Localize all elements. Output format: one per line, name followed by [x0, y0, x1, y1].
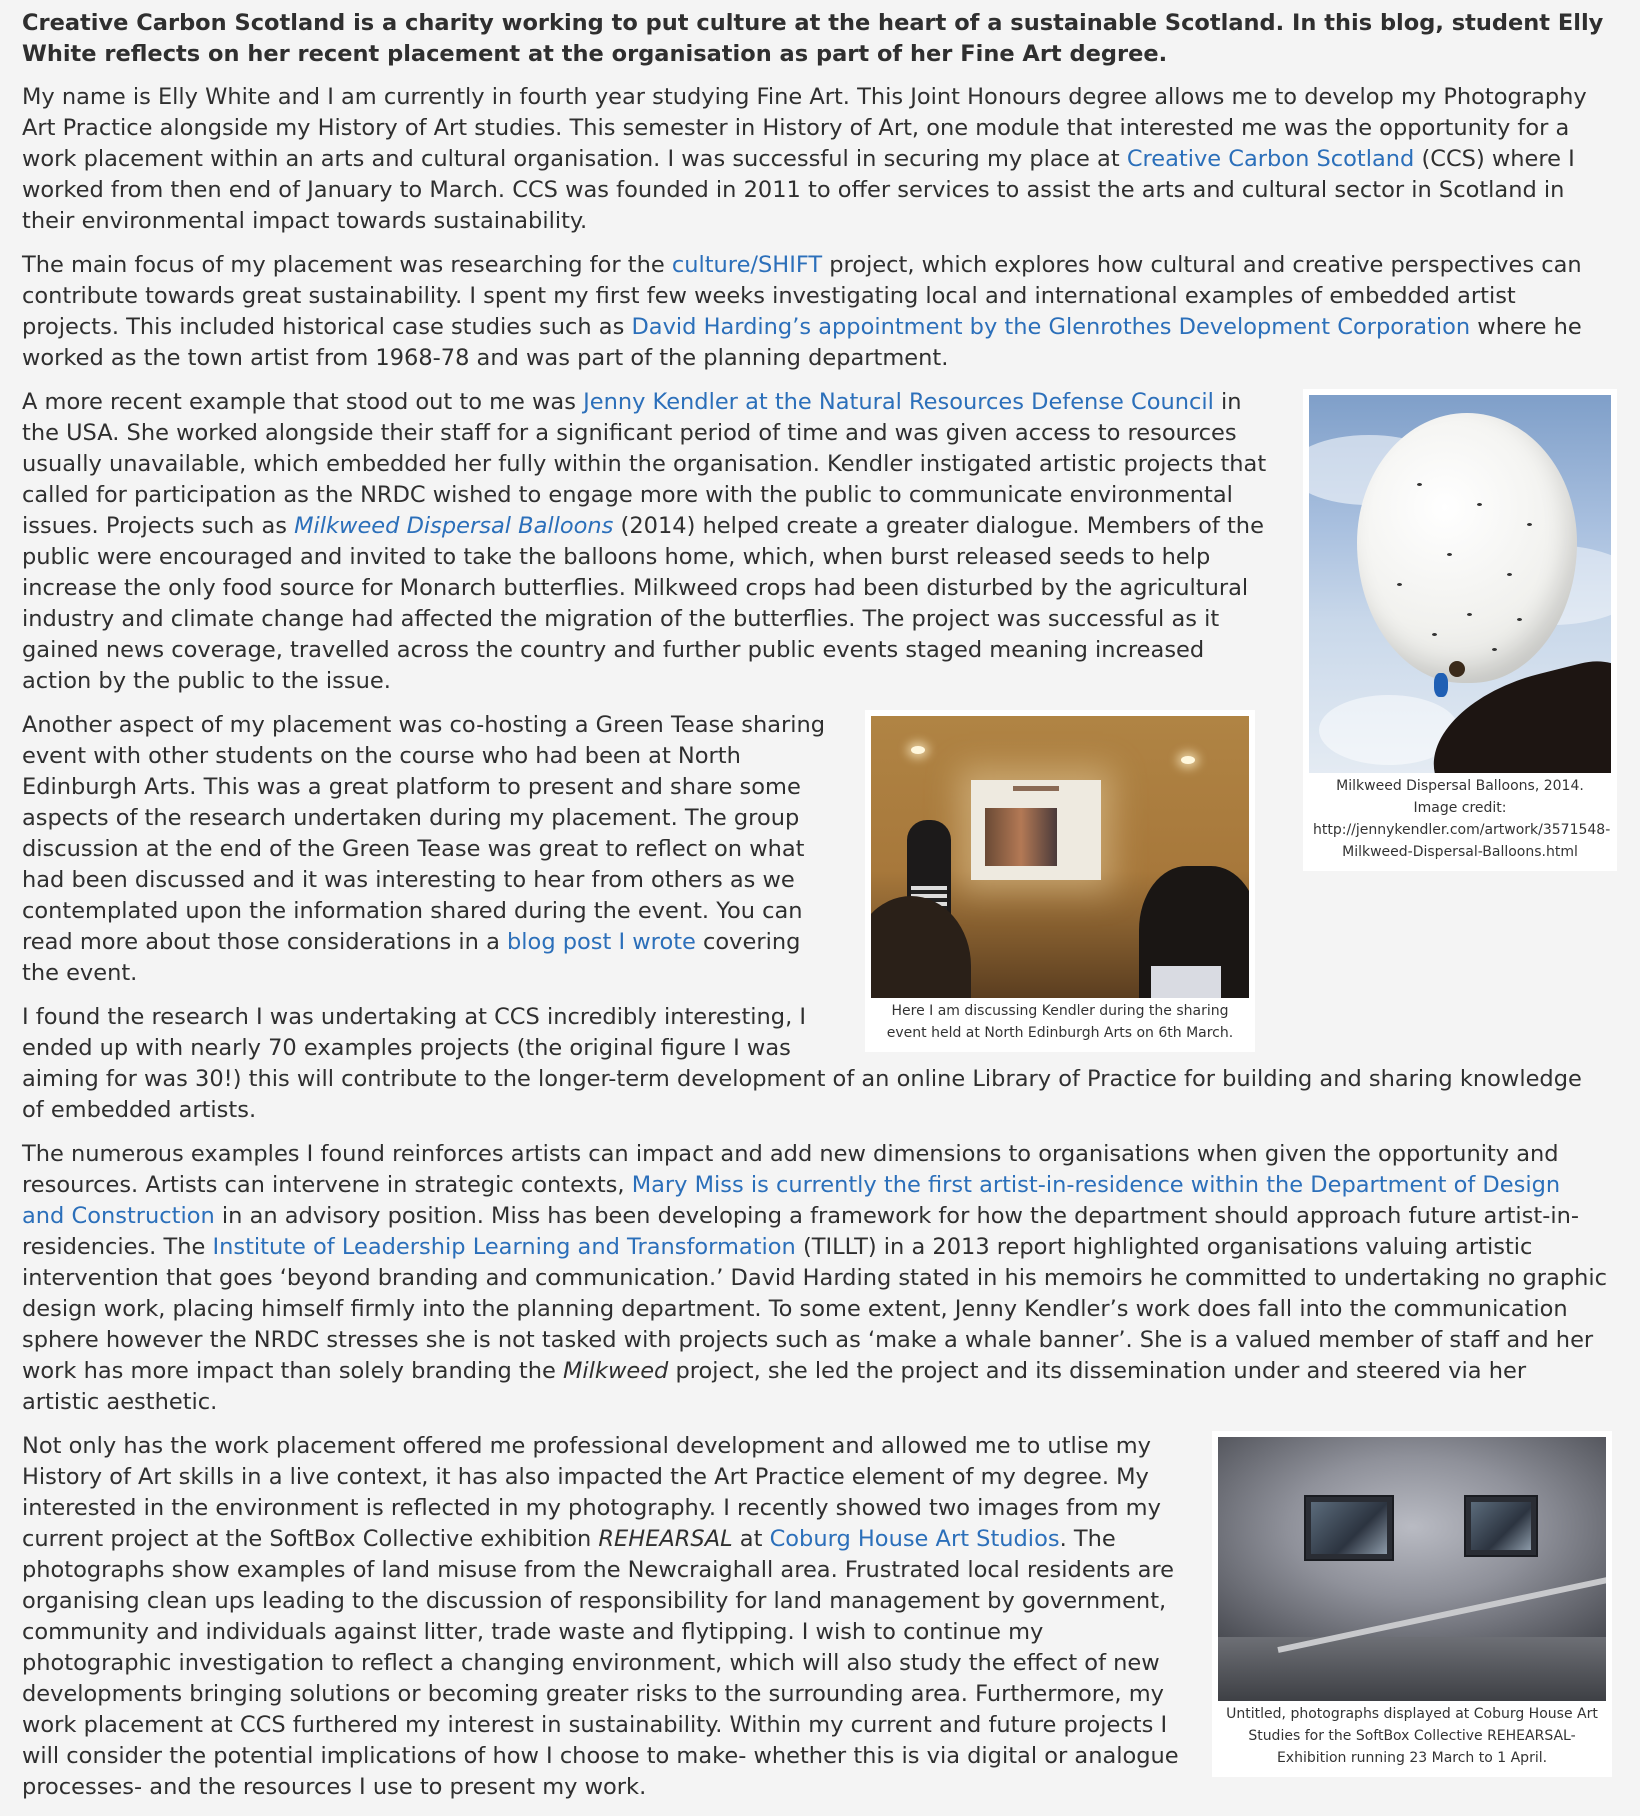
link-culture-shift[interactable]: culture/SHIFT	[671, 252, 823, 278]
paragraph-research-outcome: I found the research I was undertaking at CCS incredibly interesting, I ended up with nearly 70 examples projects (the original figure I was aiming for was 30!) this will contribute to the longer-term development of an online Library of Practice for building and sharing knowledge of embedded artists.	[22, 1004, 1582, 1123]
link-tillt[interactable]: Institute of Leadership Learning and Transformation	[212, 1234, 796, 1260]
milkweed-balloon-photo[interactable]	[1309, 395, 1611, 773]
paragraph-artists-impact: The numerous examples I found reinforces artists can impact and add new dimensions to organisations when given the opportunity and resources. Artists can intervene in strategic contexts, Mary Miss is currently the first artist-in-residence within the Department of Design and Construction in an advisory position. Miss has been developing a framework for how the department should approach future artist-in-residencies. The Institute of Leadership Learning and Transformation (TILLT) in a 2013 report highlighted organisations valuing artistic intervention that goes ‘beyond branding and communication.’ David Harding stated in his memoirs he committed to undertaking no graphic design work, placing himself firmly into the planning department. To some extent, Jenny Kendler’s work does fall into the communication sphere however the NRDC stresses she is not tasked with projects such as ‘make a whale banner’. She is a valued member of staff and her work has more impact than solely branding the Milkweed project, she led the project and its dissemination under and steered via her artistic aesthetic.	[22, 1141, 1607, 1415]
link-david-harding[interactable]: David Harding’s appointment by the Glenrothes Development Corporation	[631, 314, 1471, 340]
paragraph-art-practice: Not only has the work placement offered me professional development and allowed me to utlise my History of Art skills in a live context, it has also impacted the Art Practice element of my degree. My interested in the environment is reflected in my photography. I recently showed two images from my current project at the SoftBox Collective exhibition REHEARSAL at Coburg House Art Studios. The photographs show examples of land misuse from the Newcraighall area. Frustrated local residents are organising clean ups leading to the discussion of responsibility for land management by government, community and individuals against litter, trade waste and flytipping. I wish to continue my photographic investigation to reflect a changing environment, which will also study the effect of new developments bringing solutions or becoming greater risks to the surrounding area. Furthermore, my work placement at CCS furthered my interest in sustainability. Within my current and future projects I will consider the potential implications of how I choose to make- whether this is via digital or analogue processes- and the resources I use to present my work.	[22, 1433, 1179, 1800]
screen-title-mark	[1013, 786, 1059, 791]
blog-article	[22, 8, 1611, 1816]
link-jenny-kendler-nrdc[interactable]: Jenny Kendler at the Natural Resources Defense Council	[583, 389, 1214, 415]
link-milkweed-dispersal-balloons[interactable]: Milkweed Dispersal Balloons	[294, 513, 614, 539]
coburg-gallery-caption: Untitled, photographs displayed at Coburg House Art Studies for the SoftBox Collective REHEARSAL-Exhibition running 23 March to 1 April.	[1226, 1706, 1598, 1766]
link-creative-carbon-scotland[interactable]: Creative Carbon Scotland	[1126, 146, 1415, 172]
article-lede: Creative Carbon Scotland is a charity working to put culture at the heart of a sustainable Scotland. In this blog, student Elly White reflects on her recent placement at the organisation as part of her Fine Art degree.	[22, 10, 1604, 67]
sharing-event-photo[interactable]	[871, 716, 1249, 998]
figure-coburg-gallery	[1212, 1431, 1612, 1777]
paragraph-green-tease: Another aspect of my placement was co-hosting a Green Tease sharing event with other students on the course who had been at North Edinburgh Arts. This was a great platform to present and share some aspects of the research undertaken during my placement. The group discussion at the end of the Green Tease was great to reflect on what had been discussed and it was interesting to hear from others as we contemplated upon the information shared during the event. You can read more about those considerations in a blog post I wrote covering the event.	[22, 712, 826, 986]
paragraph-intro: My name is Elly White and I am currently in fourth year studying Fine Art. This Joint Honours degree allows me to develop my Photography Art Practice alongside my History of Art studies. This semester in History of Art, one module that interested me was the opportunity for a work placement within an arts and cultural organisation. I was successful in securing my place at Creative Carbon Scotland (CCS) where I worked from then end of January to March. CCS was founded in 2011 to offer services to assist the arts and cultural sector in Scotland in their environmental impact towards sustainability.	[22, 84, 1587, 234]
sharing-event-caption: Here I am discussing Kendler during the sharing event held at North Edinburgh Arts on 6th March.	[886, 1003, 1234, 1041]
paragraph-jenny-kendler: A more recent example that stood out to me was Jenny Kendler at the Natural Resources Defense Council in the USA. She worked alongside their staff for a significant period of time and was given access to resources usually unavailable, which embedded her fully within the organisation. Kendler instigated artistic projects that called for participation as the NRDC wished to engage more with the public to communicate environmental issues. Projects such as Milkweed Dispersal Balloons (2014) helped create a greater dialogue. Members of the public were encouraged and invited to take the balloons home, which, when burst released seeds to help increase the only food source for Monarch butterflies. Milkweed crops had been disturbed by the agricultural industry and climate change had affected the migration of the butterflies. The project was successful as it gained news coverage, travelled across the country and further public events staged meaning increased action by the public to the issue.	[22, 389, 1267, 694]
link-mary-miss[interactable]: Mary Miss is currently the first artist-in-residence within the Department of Design and Construction	[22, 1172, 1561, 1229]
figure-milkweed-balloon	[1303, 389, 1617, 871]
link-coburg-house[interactable]: Coburg House Art Studios	[769, 1526, 1060, 1552]
coburg-gallery-photo[interactable]	[1218, 1437, 1606, 1701]
milkweed-balloon-caption: Milkweed Dispersal Balloons, 2014. Image credit: http://jennykendler.com/artwork/3571548-Milkweed-Dispersal-Balloons.html	[1313, 778, 1611, 860]
figure-sharing-event	[865, 710, 1255, 1052]
paragraph-placement-focus: The main focus of my placement was researching for the culture/SHIFT project, which explores how cultural and creative perspectives can contribute towards great sustainability. I spent my first few weeks investigating local and international examples of embedded artist projects. This included historical case studies such as David Harding’s appointment by the Glenrothes Development Corporation where he worked as the town artist from 1968-78 and was part of the planning department.	[22, 252, 1582, 371]
link-blog-post[interactable]: blog post I wrote	[507, 929, 696, 955]
